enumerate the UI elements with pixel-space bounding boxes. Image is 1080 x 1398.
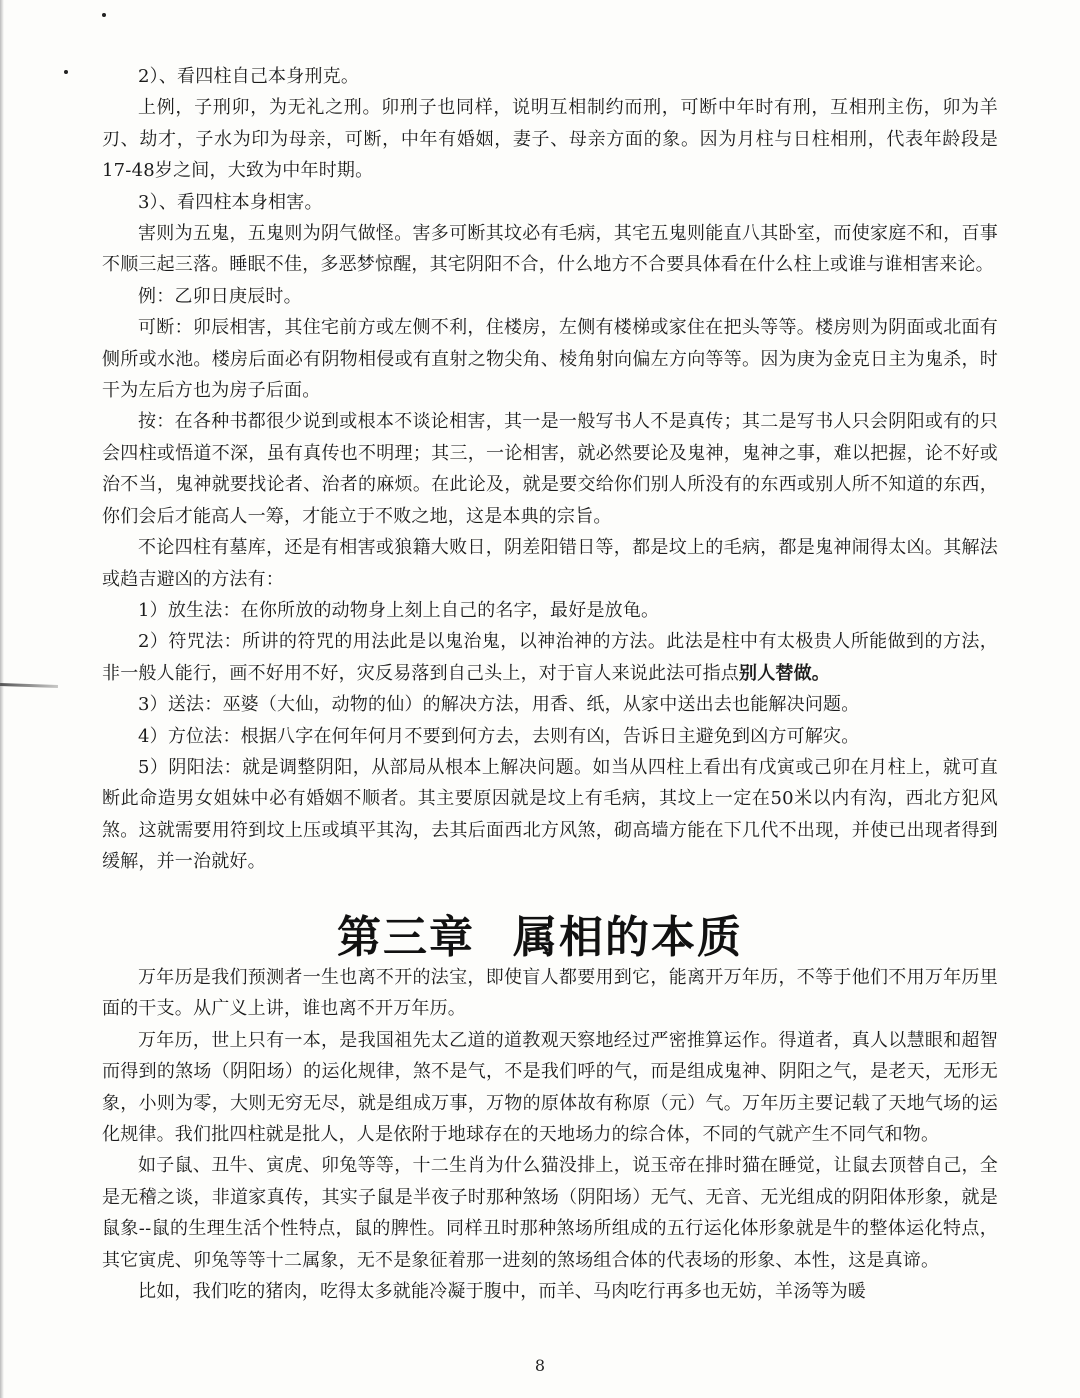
paragraph: 2）、看四柱自己本身刑克。 (138, 66, 360, 87)
page-number: 8 (534, 1356, 546, 1375)
paragraph-lead: 2）符咒法：所讲的符咒的用法此是以鬼治鬼，以神治神的方法。此法是柱中有太极贵人所能做到的方法，非一般人能行，画不好用不好，灾反易落到自己头上，对于盲人来说此法可指点 (102, 631, 998, 684)
paragraph: 3）送法：巫婆（大仙，动物的仙）的解决方法，用香、纸，从家中送出去也能解决问题。 (138, 694, 860, 716)
paragraph (102, 626, 998, 689)
paragraph: 例：乙卯日庚辰时。 (138, 285, 302, 307)
paragraph: 万年历，世上只有一本，是我国祖先太乙道的道教观天察地经过严密推算运作。得道者，真人以慧眼和超智而得到的煞场（阴阳场）的运化规律，煞不是气，不是我们呼的气，而是组成鬼神、阴阳之气，是老天，无形无象，小则为零，大则无穷无尽，就是组成万事，万物的原体故有称原（元）气。万年历主要记载了天地气场的运化规律。我们批四柱就是批人，人是依附于地球存在的天地场力的综合体，不同的气就产生不同气和物。 (102, 1029, 998, 1146)
paragraph: 5）阴阳法：就是调整阴阳，从部局从根本上解决问题。如当从四柱上看出有戊寅或己卯在月柱上，就可直断此命造男女姐妹中必有婚姻不顺者。其主要原因就是坟上有毛病，其坟上一定在50米以内有沟，西北方犯风煞。这就需要用符到坟上压或填平其沟，去其后面西北方风煞，砌高墙方能在下几代不出现，并使已出现者得到缓解，并一治就好。 (102, 756, 998, 873)
chapter-heading (0, 910, 1080, 966)
body-text-section-1 (102, 61, 998, 878)
paragraph: 按：在各种书都很少说到或根本不谈论相害，其一是一般写书人不是真传；其二是写书人只会阴阳或有的只会四柱或悟道不深，虽有真传也不明理；其三，一论相害，就必然要论及鬼神，鬼神之事，难以把握，论不好或治不当，鬼神就要找论者、治者的麻烦。在此论及，就是要交给你们别人所没有的东西或别人所不知道的东西，你们会后才能高人一筹，才能立于不败之地，这是本典的宗旨。 (102, 411, 998, 527)
paragraph: 4）方位法：根据八字在何年何月不要到何方去，去则有凶，告诉日主避免到凶方可解灾。 (138, 725, 860, 747)
paragraph: 如子鼠、丑牛、寅虎、卯兔等等，十二生肖为什么猫没排上，说玉帝在排时猫在睡觉，让鼠去顶替自己，全是无稽之谈，非道家真传，其实子鼠是半夜子时那种煞场（阴阳场）无气、无音、无光组成的阴阳体形象，就是鼠象--鼠的生理生活个性特点，鼠的脾性。同样丑时那种煞场所组成的五行运化体形象就是牛的整体运化特点，其它寅虎、卯兔等等十二属象，无不是象征着那一进刻的煞场组合体的代表场的形象、本性，这是真谛。 (102, 1155, 998, 1271)
page-left-edge-shadow (0, 0, 4, 1398)
paragraph: 万年历是我们预测者一生也离不开的法宝，即使盲人都要用到它，能离开万年历，不等于他们不用万年历里面的干支。从广义上讲，谁也离不开万年历。 (102, 967, 998, 1020)
paragraph: 可断：卯辰相害，其住宅前方或左侧不利，住楼房，左侧有楼梯或家住在把头等等。楼房则为阴面或北面有侧所或水池。楼房后面必有阴物相侵或有直射之物尖角、棱角射向偏左方向等等。因为庚为金克日主为鬼杀，时干为左后方也为房子后面。 (102, 317, 998, 402)
paragraph: 1）放生法：在你所放的动物身上刻上自己的名字，最好是放龟。 (138, 599, 660, 621)
chapter-number: 第三章 (337, 912, 475, 963)
paragraph: 上例，子刑卯，为无礼之刑。卯刑子也同样，说明互相制约而刑，可断中年时有刑，互相刑主伤，卯为羊刃、劫才，子水为印为母亲，可断，中年有婚姻，妻子、母亲方面的象。因为月柱与日柱相刑，代表年龄段是17-48岁之间，大致为中年时期。 (102, 97, 998, 182)
paragraph: 3）、看四柱本身相害。 (138, 191, 323, 213)
chapter-title: 属相的本质 (513, 912, 743, 963)
paragraph: 害则为五鬼，五鬼则为阴气做怪。害多可断其坟必有毛病，其宅五鬼则能直八其卧室，而使家庭不和，百事不顺三起三落。睡眠不佳，多恶梦惊醒，其宅阴阳不合，什么地方不合要具体看在什么柱上或谁与谁相害来论。 (102, 223, 998, 276)
scan-dot-mark (64, 70, 68, 74)
paragraph: 比如，我们吃的猪肉，吃得太多就能冷凝于腹中，而羊、马肉吃行再多也无妨，羊汤等为暖 (138, 1281, 866, 1303)
scan-dot-mark (102, 13, 106, 17)
paragraph-bold-tail: 别人替做。 (739, 662, 830, 684)
margin-smudge (0, 683, 58, 688)
paragraph: 不论四柱有墓库，还是有相害或狼籍大败日，阴差阳错日等，都是坟上的毛病，都是鬼神闹得太凶。其解法或趋吉避凶的方法有： (102, 537, 998, 590)
body-text-section-2 (102, 962, 998, 1307)
